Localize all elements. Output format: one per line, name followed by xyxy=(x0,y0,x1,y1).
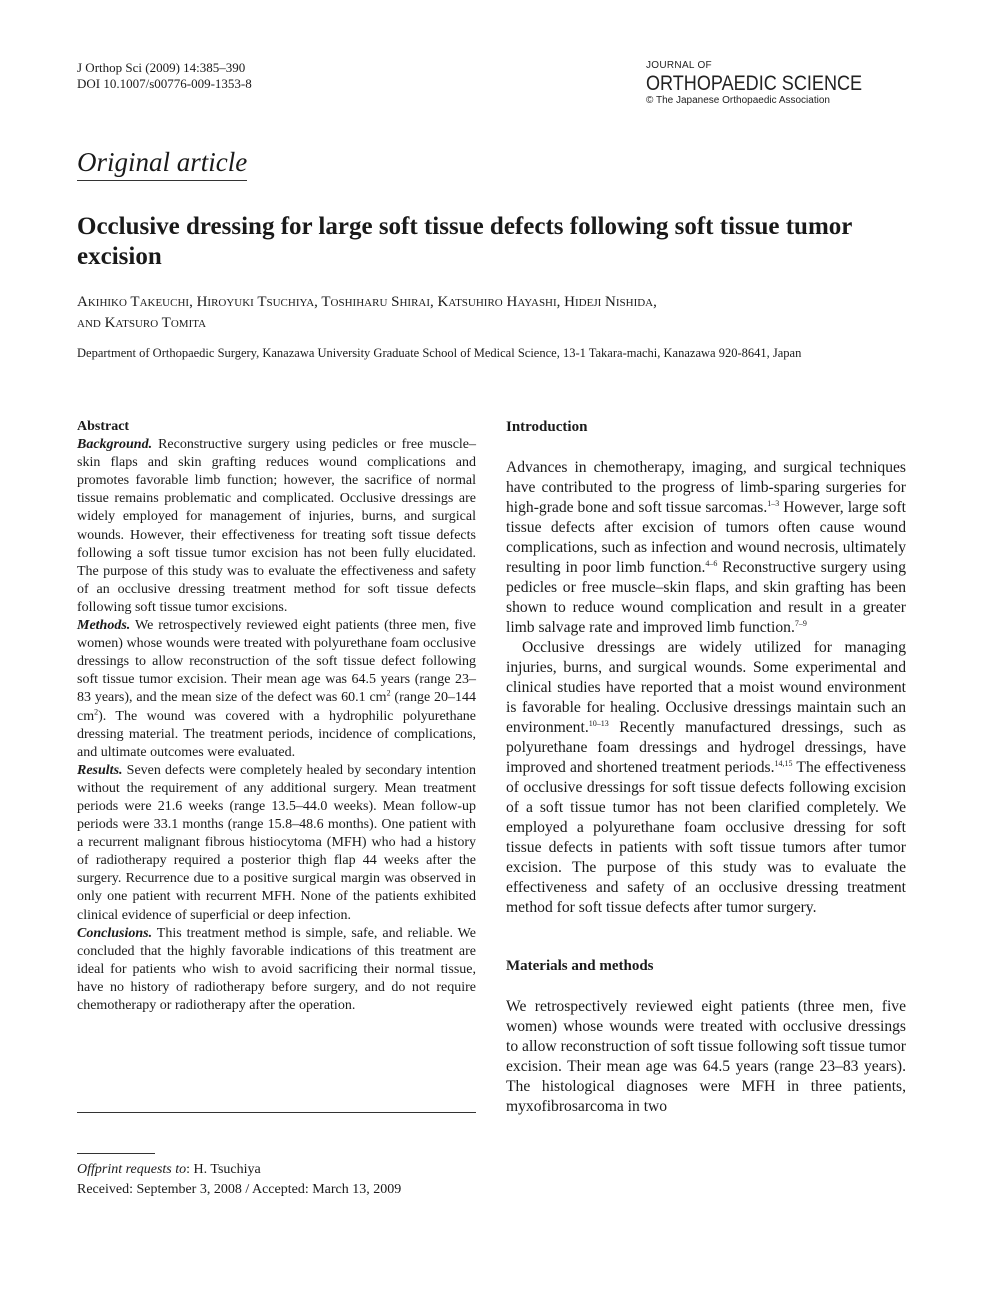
methods-text: We retrospectively reviewed eight patients (three men, five women) whose wounds were treated with polyurethane foam occlusive dressings to allow reconstruction of the soft tissue defect following soft tissue tumor excision. Their mean age was 64.5 years (range 23–83 years), and the mean size of the defect was 60.1 cm xyxy=(77,618,476,706)
abstract-heading: Abstract xyxy=(77,419,130,434)
journal-copyright: © The Japanese Orthopaedic Association xyxy=(646,95,830,106)
reference: 10–13 xyxy=(588,718,609,728)
author-line: and Katsuro Tomita xyxy=(77,315,207,331)
offprint-label: Offprint requests to xyxy=(77,1162,187,1177)
abstract-methods xyxy=(77,617,476,762)
abstract-conclusions xyxy=(77,925,476,1015)
results-label: Results. xyxy=(77,762,123,778)
article-type: Original article xyxy=(77,146,247,181)
offprint-name: : H. Tsuchiya xyxy=(186,1162,261,1177)
abstract-column xyxy=(77,418,476,1015)
superscript: 2 xyxy=(386,688,391,698)
intro-text: However, large soft tissue defects after excision of tumors often cause wound complications, such as infection and wound necrosis, ultimately resulting in poor limb function. xyxy=(506,499,906,576)
superscript: 2 xyxy=(94,706,99,716)
citation-line: J Orthop Sci (2009) 14:385–390 xyxy=(77,60,246,75)
abstract-background xyxy=(77,436,476,617)
reference: 7–9 xyxy=(794,618,807,628)
intro-paragraph xyxy=(506,638,906,918)
journal-name: ORTHOPAEDIC SCIENCE xyxy=(646,72,863,95)
materials-paragraph: We retrospectively reviewed eight patients (three men, five women) whose wounds were treated with occlusive dressings to allow reconstruction of soft tissue following soft tissue tumor excision. Their mean age was 64.5 years (range 23–83 years). The histological diagnoses were MFH in three patients, myxofibrosarcoma in two xyxy=(506,998,906,1115)
reference: 14,15 xyxy=(774,758,793,768)
article-title: Occlusive dressing for large soft tissue defects following soft tissue tumor excision xyxy=(77,213,852,270)
intro-paragraph xyxy=(506,458,906,638)
reference: 4–6 xyxy=(705,558,718,568)
journal-of-label: JOURNAL OF xyxy=(646,60,712,71)
introduction-heading: Introduction xyxy=(506,419,588,435)
materials-heading: Materials and methods xyxy=(506,958,654,974)
received-line: Received: September 3, 2008 / Accepted: March 13, 2009 xyxy=(77,1182,402,1197)
abstract-divider xyxy=(77,1112,476,1113)
citation-block xyxy=(77,60,252,92)
footnote-divider xyxy=(77,1153,155,1154)
author-list xyxy=(77,292,907,334)
conclusions-text: This treatment method is simple, safe, and reliable. We concluded that the highly favorable indications of this treatment are ideal for patients who wish to avoid sacrificing their normal tissue, have no history of radiotherapy before surgery, and do not require chemotherapy or radiotherapy after the operation. xyxy=(77,925,476,1013)
reference: 1–3 xyxy=(767,498,780,508)
footnote xyxy=(77,1160,401,1200)
journal-logo xyxy=(646,60,897,107)
methods-text: (range 20–144 cm xyxy=(77,690,476,724)
intro-text: Occlusive dressings are widely utilized for managing injuries, burns, and surgical wounds. Some experimental and clinical studies have reported that a moist wound environment is favorable for healing. Occlusive dressings maintain such an environment. xyxy=(506,639,906,736)
author-line: Akihiko Takeuchi, Hiroyuki Tsuchiya, Toshiharu Shirai, Katsuhiro Hayashi, Hideji Nishida, xyxy=(77,294,657,310)
intro-text: Advances in chemotherapy, imaging, and surgical techniques have contributed to the progress of limb-sparing surgeries for high-grade bone and soft tissue sarcomas. xyxy=(506,459,906,516)
background-label: Background. xyxy=(77,437,153,453)
methods-text: ). The wound was covered with a hydrophilic polyurethane dressing material. The treatment periods, incidence of complications, and ultimate outcomes were evaluated. xyxy=(77,708,476,760)
doi-line: DOI 10.1007/s00776-009-1353-8 xyxy=(77,76,252,91)
methods-label: Methods. xyxy=(77,618,131,634)
intro-text: Recently manufactured dressings, such as polyurethane foam dressings and hydrogel dressings, have improved and shortened treatment periods. xyxy=(506,719,906,776)
background-text: Reconstructive surgery using pedicles or free muscle–skin flaps and skin grafting reduces wound complications and promotes favorable limb function; however, the sacrifice of normal tissue remains problematic and complicated. Occlusive dressings are widely employed for management of injuries, burns, and surgical wounds. However, their effectiveness for treating soft tissue defects following a soft tissue tumor excision has not been fully elucidated. The purpose of this study was to evaluate the effectiveness and safety of an occlusive dressing treatment method for soft tissue defects following soft tissue tumor excisions. xyxy=(77,437,477,615)
body-column xyxy=(506,418,906,1117)
conclusions-label: Conclusions. xyxy=(77,925,153,941)
intro-text: Reconstructive surgery using pedicles or free muscle–skin flaps, and skin grafting has been shown to reduce wound complication and result in a greater limb salvage rate and improved limb function. xyxy=(506,559,906,636)
intro-text: The effectiveness of occlusive dressings for soft tissue defects following excision of a soft tissue tumor has not been clarified completely. We employed a polyurethane foam occlusive dressing for soft tissue defects in patients with soft tissue tumors after tumor excision. The purpose of this study was to evaluate the effectiveness and safety of an occlusive dressing treatment method for soft tissue defects after tumor surgery. xyxy=(506,759,906,916)
abstract-results xyxy=(77,762,476,925)
offprint-line xyxy=(77,1160,401,1180)
results-text: Seven defects were completely healed by secondary intention without the requirement of any additional surgery. Mean treatment periods were 21.6 weeks (range 13.5–44.0 weeks). Mean follow-up periods were 33.1 months (range 15.8–48.6 months). One patient with a recurrent malignant fibrous histiocytoma (MFH) who had a history of radiotherapy required a posterior thigh flap 44 weeks after the surgery. Recurrence due to a positive surgical margin was observed in only one patient with recurrent MFH. None of the patients exhibited clinical evidence of superficial or deep infection. xyxy=(77,762,477,923)
affiliation: Department of Orthopaedic Surgery, Kanazawa University Graduate School of Medical Science, 13-1 Takara-machi, Kanazawa 920-8641, Japan xyxy=(77,346,802,360)
